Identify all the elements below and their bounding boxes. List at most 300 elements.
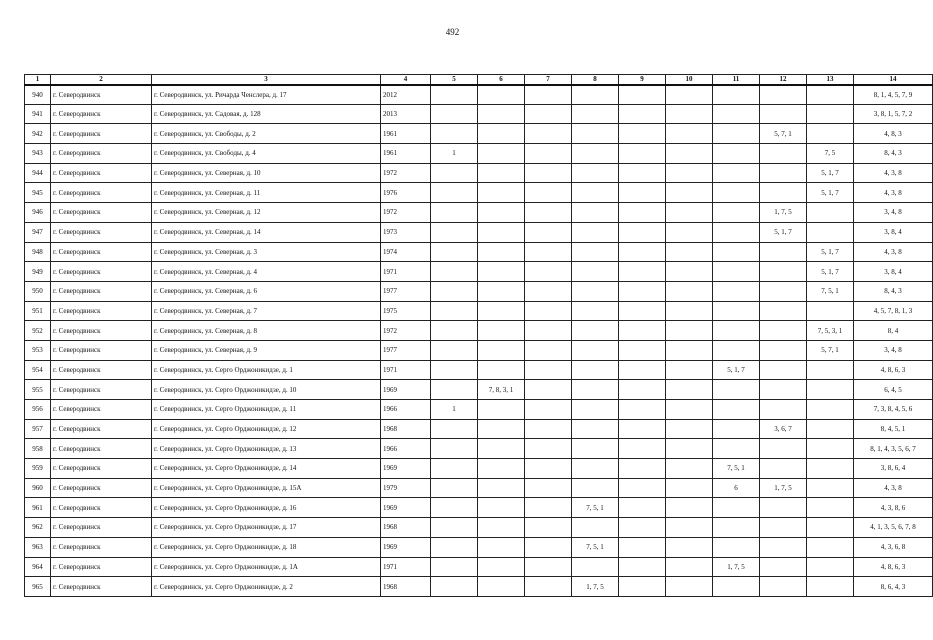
table-cell — [525, 222, 572, 242]
table-cell — [807, 577, 854, 597]
table-cell — [619, 124, 666, 144]
column-header: 12 — [760, 75, 807, 85]
table-cell — [760, 301, 807, 321]
table-cell — [525, 183, 572, 203]
table-cell: г. Северодвинск, ул. Северная, д. 8 — [152, 321, 381, 341]
table-row — [25, 262, 933, 282]
table-cell: 4, 3, 8, 6 — [854, 498, 933, 518]
table-cell — [478, 163, 525, 183]
table-cell: 1977 — [381, 340, 431, 360]
table-cell: г. Северодвинск — [51, 498, 152, 518]
table-cell: 5, 1, 7 — [807, 242, 854, 262]
table-cell: г. Северодвинск, ул. Ричарда Ченслера, д. 17 — [152, 85, 381, 105]
table-cell: 7, 8, 3, 1 — [478, 380, 525, 400]
table-cell: 5, 7, 1 — [807, 340, 854, 360]
table-cell — [619, 498, 666, 518]
table-cell — [760, 518, 807, 538]
column-header: 8 — [572, 75, 619, 85]
table-cell — [619, 340, 666, 360]
table-cell: г. Северодвинск, ул. Серго Орджоникидзе, д. 14 — [152, 459, 381, 479]
table-cell — [431, 242, 478, 262]
table-row — [25, 163, 933, 183]
table-cell — [431, 321, 478, 341]
table-cell — [666, 242, 713, 262]
table-cell — [666, 281, 713, 301]
table-cell: г. Северодвинск — [51, 183, 152, 203]
table-cell — [807, 301, 854, 321]
table-cell — [572, 439, 619, 459]
table-cell — [760, 163, 807, 183]
table-cell — [525, 104, 572, 124]
table-cell: 1 — [431, 144, 478, 164]
table-row — [25, 498, 933, 518]
table-cell: г. Северодвинск, ул. Серго Орджоникидзе, д. 13 — [152, 439, 381, 459]
table-cell — [572, 380, 619, 400]
table-cell — [619, 262, 666, 282]
table-cell — [431, 380, 478, 400]
table-cell — [807, 439, 854, 459]
table-cell: г. Северодвинск — [51, 439, 152, 459]
table-cell — [525, 301, 572, 321]
table-cell — [431, 518, 478, 538]
table-cell: 962 — [25, 518, 51, 538]
table-cell: 1971 — [381, 262, 431, 282]
column-header: 7 — [525, 75, 572, 85]
table-cell: 1974 — [381, 242, 431, 262]
table-cell — [666, 144, 713, 164]
table-row — [25, 203, 933, 223]
table-cell — [619, 183, 666, 203]
table-cell — [760, 242, 807, 262]
table-cell: г. Северодвинск, ул. Северная, д. 9 — [152, 340, 381, 360]
table-cell — [807, 380, 854, 400]
table-cell: г. Северодвинск — [51, 203, 152, 223]
table-cell: 959 — [25, 459, 51, 479]
table-cell — [807, 459, 854, 479]
table-cell — [572, 419, 619, 439]
table-cell: 1968 — [381, 518, 431, 538]
table-cell — [619, 281, 666, 301]
table-cell — [431, 301, 478, 321]
table-cell — [431, 222, 478, 242]
table-cell — [666, 577, 713, 597]
table-cell: 8, 4 — [854, 321, 933, 341]
table-cell — [478, 537, 525, 557]
table-cell — [572, 124, 619, 144]
table-row — [25, 301, 933, 321]
table-cell — [525, 262, 572, 282]
table-cell — [713, 144, 760, 164]
table-cell — [713, 380, 760, 400]
table-row — [25, 340, 933, 360]
table-cell: 5, 1, 7 — [807, 262, 854, 282]
table-cell: 1 — [431, 400, 478, 420]
table-cell — [478, 340, 525, 360]
table-cell: г. Северодвинск — [51, 360, 152, 380]
table-cell — [666, 360, 713, 380]
table-cell — [525, 518, 572, 538]
table-cell: 1973 — [381, 222, 431, 242]
table-cell — [760, 144, 807, 164]
table-cell: 1969 — [381, 459, 431, 479]
table-cell: г. Северодвинск, ул. Серго Орджоникидзе, д. 2 — [152, 577, 381, 597]
table-cell: 960 — [25, 478, 51, 498]
table-cell — [713, 321, 760, 341]
table-cell: 3, 8, 4 — [854, 262, 933, 282]
table-cell — [760, 360, 807, 380]
table-cell — [572, 242, 619, 262]
table-cell: 7, 5 — [807, 144, 854, 164]
table-cell — [713, 301, 760, 321]
table-cell: г. Северодвинск, ул. Северная, д. 3 — [152, 242, 381, 262]
table-cell — [478, 321, 525, 341]
table-cell — [431, 459, 478, 479]
table-cell: 8, 1, 4, 3, 5, 6, 7 — [854, 439, 933, 459]
table-cell — [760, 340, 807, 360]
table-cell: 951 — [25, 301, 51, 321]
table-cell: 5, 1, 7 — [760, 222, 807, 242]
table-cell — [525, 203, 572, 223]
table-cell — [619, 104, 666, 124]
table-cell — [572, 459, 619, 479]
table-cell — [807, 400, 854, 420]
table-cell: г. Северодвинск — [51, 419, 152, 439]
table-cell — [478, 459, 525, 479]
table-row — [25, 321, 933, 341]
table-cell — [525, 557, 572, 577]
table-cell — [666, 478, 713, 498]
table-cell: 954 — [25, 360, 51, 380]
table-cell: 4, 8, 6, 3 — [854, 360, 933, 380]
table-cell — [478, 85, 525, 105]
table-cell — [431, 419, 478, 439]
table-cell — [478, 281, 525, 301]
table-cell: г. Северодвинск — [51, 124, 152, 144]
table-cell: 4, 3, 8 — [854, 478, 933, 498]
table-cell: 5, 1, 7 — [807, 163, 854, 183]
table-cell: 941 — [25, 104, 51, 124]
table-cell: 1, 7, 5 — [572, 577, 619, 597]
column-header: 13 — [807, 75, 854, 85]
table-cell — [713, 124, 760, 144]
table-cell — [431, 124, 478, 144]
table-cell — [431, 537, 478, 557]
table-row — [25, 144, 933, 164]
table-cell: 2013 — [381, 104, 431, 124]
table-cell: 942 — [25, 124, 51, 144]
table-cell: г. Северодвинск, ул. Северная, д. 7 — [152, 301, 381, 321]
table-cell — [713, 439, 760, 459]
table-cell — [760, 498, 807, 518]
table-cell: г. Северодвинск — [51, 557, 152, 577]
table-cell — [478, 400, 525, 420]
table-cell — [807, 360, 854, 380]
table-cell — [619, 144, 666, 164]
table-cell — [713, 537, 760, 557]
table-cell — [572, 144, 619, 164]
table-cell: 3, 8, 1, 5, 7, 2 — [854, 104, 933, 124]
table-cell — [713, 242, 760, 262]
table-cell: 7, 5, 1 — [713, 459, 760, 479]
table-cell — [666, 439, 713, 459]
table-cell — [760, 281, 807, 301]
table-cell — [807, 222, 854, 242]
table-cell — [525, 478, 572, 498]
table-cell: 940 — [25, 85, 51, 105]
table-cell — [760, 183, 807, 203]
column-header: 1 — [25, 75, 51, 85]
table-cell: 1969 — [381, 498, 431, 518]
table-cell — [478, 478, 525, 498]
table-cell: г. Северодвинск — [51, 163, 152, 183]
table-cell — [760, 380, 807, 400]
table-cell: 4, 3, 8 — [854, 183, 933, 203]
table-cell — [572, 400, 619, 420]
table-cell — [760, 577, 807, 597]
table-cell: 958 — [25, 439, 51, 459]
column-header: 6 — [478, 75, 525, 85]
table-cell: г. Северодвинск, ул. Садовая, д. 128 — [152, 104, 381, 124]
table-row — [25, 537, 933, 557]
table-cell — [572, 321, 619, 341]
table-cell — [525, 281, 572, 301]
table-cell — [713, 163, 760, 183]
table-cell — [713, 281, 760, 301]
table-cell — [807, 537, 854, 557]
table-cell — [572, 281, 619, 301]
table-cell — [478, 144, 525, 164]
table-row — [25, 124, 933, 144]
table-cell — [666, 400, 713, 420]
table-cell — [525, 577, 572, 597]
table-cell: г. Северодвинск — [51, 281, 152, 301]
table-cell: 1972 — [381, 163, 431, 183]
table-cell — [619, 400, 666, 420]
table-cell — [760, 439, 807, 459]
table-cell: г. Северодвинск — [51, 262, 152, 282]
table-cell — [572, 340, 619, 360]
table-cell: 5, 7, 1 — [760, 124, 807, 144]
table-cell — [572, 85, 619, 105]
table-cell: 4, 8, 3 — [854, 124, 933, 144]
table-cell — [572, 262, 619, 282]
table-cell — [666, 85, 713, 105]
table-cell: 1, 7, 5 — [713, 557, 760, 577]
table-cell — [713, 262, 760, 282]
table-row — [25, 557, 933, 577]
table-cell — [525, 163, 572, 183]
table-cell: 3, 4, 8 — [854, 203, 933, 223]
table-cell — [478, 518, 525, 538]
table-cell — [478, 104, 525, 124]
table-cell — [666, 419, 713, 439]
table-cell: 949 — [25, 262, 51, 282]
table-cell: 7, 3, 8, 4, 5, 6 — [854, 400, 933, 420]
table-cell: 2012 — [381, 85, 431, 105]
table-cell — [619, 557, 666, 577]
table-cell — [478, 557, 525, 577]
table-cell: г. Северодвинск, ул. Северная, д. 6 — [152, 281, 381, 301]
table-cell: 6 — [713, 478, 760, 498]
table-cell — [478, 262, 525, 282]
table-cell: 3, 8, 4 — [854, 222, 933, 242]
table-cell — [619, 203, 666, 223]
table-cell: г. Северодвинск — [51, 478, 152, 498]
table-cell — [807, 478, 854, 498]
table-row — [25, 419, 933, 439]
table-cell — [572, 301, 619, 321]
table-cell — [807, 498, 854, 518]
table-cell — [525, 419, 572, 439]
table-row — [25, 518, 933, 538]
table-cell: 4, 1, 3, 5, 6, 7, 8 — [854, 518, 933, 538]
table-cell: 3, 6, 7 — [760, 419, 807, 439]
table-cell: г. Северодвинск, ул. Серго Орджоникидзе, д. 12 — [152, 419, 381, 439]
table-cell — [478, 360, 525, 380]
table-cell: 7, 5, 1 — [572, 498, 619, 518]
table-cell — [572, 163, 619, 183]
table-cell — [760, 537, 807, 557]
table-cell: 7, 5, 1 — [807, 281, 854, 301]
table-cell — [760, 104, 807, 124]
table-cell — [572, 478, 619, 498]
table-cell: г. Северодвинск — [51, 518, 152, 538]
table-cell — [431, 203, 478, 223]
table-cell: 945 — [25, 183, 51, 203]
table-cell: 1971 — [381, 557, 431, 577]
table-cell — [619, 380, 666, 400]
table-cell: 1966 — [381, 439, 431, 459]
table-cell: 1, 7, 5 — [760, 478, 807, 498]
table-cell — [572, 222, 619, 242]
table-cell — [525, 400, 572, 420]
table-cell — [760, 400, 807, 420]
table-cell — [619, 439, 666, 459]
table-cell — [525, 321, 572, 341]
table-cell — [431, 281, 478, 301]
table-row — [25, 439, 933, 459]
table-cell — [478, 498, 525, 518]
table-cell — [713, 498, 760, 518]
table-cell — [478, 203, 525, 223]
table-cell — [525, 380, 572, 400]
table-cell — [572, 557, 619, 577]
table-cell — [666, 380, 713, 400]
table-cell — [431, 104, 478, 124]
table-cell — [572, 183, 619, 203]
table-cell: 964 — [25, 557, 51, 577]
table-row — [25, 183, 933, 203]
table-cell: г. Северодвинск — [51, 537, 152, 557]
table-cell — [619, 301, 666, 321]
table-cell — [431, 340, 478, 360]
table-cell — [525, 498, 572, 518]
table-cell: 1961 — [381, 144, 431, 164]
table-cell: 8, 6, 4, 3 — [854, 577, 933, 597]
table-cell — [760, 557, 807, 577]
table-cell: 943 — [25, 144, 51, 164]
table-cell — [666, 321, 713, 341]
table-cell: г. Северодвинск — [51, 321, 152, 341]
table-cell — [666, 301, 713, 321]
table-cell — [431, 439, 478, 459]
table-row — [25, 459, 933, 479]
table-cell — [713, 183, 760, 203]
table-cell: 1972 — [381, 321, 431, 341]
table-cell — [807, 124, 854, 144]
table-cell — [619, 242, 666, 262]
table-cell: 7, 5, 1 — [572, 537, 619, 557]
table-cell: 957 — [25, 419, 51, 439]
table-cell: 8, 4, 3 — [854, 281, 933, 301]
table-cell: 5, 1, 7 — [713, 360, 760, 380]
table-cell: 948 — [25, 242, 51, 262]
table-cell — [431, 577, 478, 597]
table-cell: г. Северодвинск, ул. Северная, д. 14 — [152, 222, 381, 242]
table-cell — [713, 203, 760, 223]
table-cell — [807, 85, 854, 105]
table-cell: 947 — [25, 222, 51, 242]
table-cell — [572, 518, 619, 538]
housing-registry-table — [24, 74, 933, 597]
table-cell: г. Северодвинск, ул. Северная, д. 12 — [152, 203, 381, 223]
table-cell — [525, 124, 572, 144]
column-header: 9 — [619, 75, 666, 85]
table-cell — [525, 537, 572, 557]
table-cell: 5, 1, 7 — [807, 183, 854, 203]
table-cell: 1961 — [381, 124, 431, 144]
table-cell — [713, 400, 760, 420]
table-cell — [572, 360, 619, 380]
table-cell — [478, 124, 525, 144]
table-cell: г. Северодвинск, ул. Серго Орджоникидзе, д. 15А — [152, 478, 381, 498]
table-cell — [431, 85, 478, 105]
table-cell — [713, 222, 760, 242]
table-cell — [431, 183, 478, 203]
table-cell: г. Северодвинск — [51, 340, 152, 360]
column-header: 4 — [381, 75, 431, 85]
table-cell: г. Северодвинск — [51, 380, 152, 400]
table-cell: 1968 — [381, 419, 431, 439]
table-row — [25, 242, 933, 262]
table-cell: 8, 4, 3 — [854, 144, 933, 164]
table-cell — [431, 498, 478, 518]
table-cell: г. Северодвинск, ул. Серго Орджоникидзе, д. 17 — [152, 518, 381, 538]
table-cell — [478, 577, 525, 597]
table-cell: 1969 — [381, 380, 431, 400]
table-cell: 955 — [25, 380, 51, 400]
table-cell: 961 — [25, 498, 51, 518]
table-body — [25, 85, 933, 597]
table-cell — [666, 203, 713, 223]
table-cell — [619, 518, 666, 538]
table-row — [25, 222, 933, 242]
table-cell: 1977 — [381, 281, 431, 301]
table-cell — [431, 478, 478, 498]
table-cell: 953 — [25, 340, 51, 360]
table-cell — [619, 85, 666, 105]
table-cell: 1979 — [381, 478, 431, 498]
table-cell: г. Северодвинск, ул. Северная, д. 10 — [152, 163, 381, 183]
table-row — [25, 360, 933, 380]
table-cell: г. Северодвинск, ул. Свободы, д. 4 — [152, 144, 381, 164]
table-cell: 1969 — [381, 537, 431, 557]
table-cell — [807, 419, 854, 439]
column-header: 2 — [51, 75, 152, 85]
table-cell — [619, 222, 666, 242]
table-cell: 4, 8, 6, 3 — [854, 557, 933, 577]
table-cell: г. Северодвинск, ул. Серго Орджоникидзе, д. 10 — [152, 380, 381, 400]
